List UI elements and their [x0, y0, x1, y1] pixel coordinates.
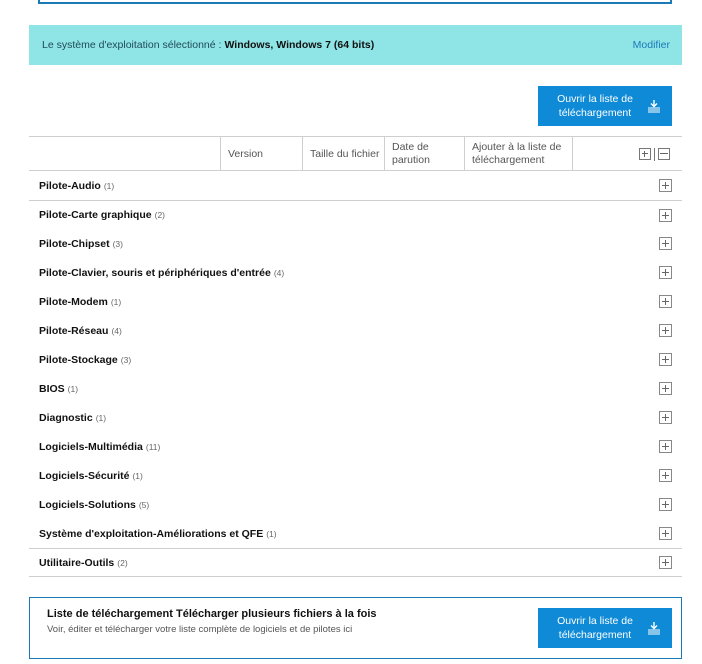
category-list — [29, 171, 682, 577]
category-count: (2) — [117, 557, 128, 568]
category-name: Logiciels-Multimédia — [39, 440, 143, 453]
open-download-list-label: Ouvrir la liste de téléchargement — [557, 93, 633, 119]
category-row[interactable] — [29, 171, 682, 200]
plus-box-icon[interactable] — [659, 382, 672, 395]
collapse-all-icon[interactable] — [658, 148, 670, 160]
category-count: (5) — [138, 499, 150, 510]
category-name: BIOS — [39, 382, 65, 395]
plus-box-icon[interactable] — [659, 353, 672, 366]
category-name: Pilote-Clavier, souris et périphériques d'entrée — [39, 266, 271, 279]
category-row[interactable] — [29, 461, 682, 490]
column-file-size: Taille du fichier — [302, 137, 384, 171]
category-count: (1) — [67, 383, 79, 394]
expand-all-icon[interactable] — [639, 148, 651, 160]
os-label: Le système d'exploitation sélectionné : — [42, 39, 222, 51]
column-version: Version — [220, 137, 302, 171]
category-row[interactable] — [29, 345, 682, 374]
plus-box-icon[interactable] — [659, 527, 672, 540]
category-count: (3) — [112, 238, 123, 249]
category-name: Pilote-Réseau — [39, 324, 109, 337]
plus-box-icon[interactable] — [659, 469, 672, 482]
plus-box-icon[interactable] — [659, 440, 672, 453]
plus-box-icon[interactable] — [659, 237, 672, 250]
open-download-list-button-bottom[interactable] — [538, 608, 672, 648]
controls-divider — [654, 148, 655, 161]
category-count: (4) — [111, 325, 122, 336]
download-list-title: Liste de téléchargement Télécharger plusieurs fichiers à la fois — [47, 608, 377, 620]
expand-collapse-controls — [572, 137, 682, 171]
category-row[interactable] — [29, 490, 682, 519]
category-count: (4) — [273, 267, 285, 278]
download-list-icon — [646, 99, 662, 113]
category-name: Utilitaire-Outils — [39, 556, 115, 569]
category-row[interactable] — [29, 374, 682, 403]
open-download-list-label: Ouvrir la liste de téléchargement — [557, 615, 633, 641]
category-count: (2) — [154, 210, 165, 220]
open-download-list-button[interactable] — [538, 86, 672, 126]
category-count: (11) — [145, 441, 161, 452]
category-row[interactable] — [29, 258, 682, 287]
category-count: (1) — [103, 180, 115, 191]
category-name: Pilote-Modem — [39, 295, 108, 308]
category-row[interactable] — [29, 432, 682, 461]
category-name: Logiciels-Solutions — [39, 498, 136, 511]
category-count: (1) — [95, 412, 107, 423]
category-row[interactable] — [29, 316, 682, 345]
category-count: (1) — [132, 470, 143, 481]
category-name: Pilote-Audio — [39, 179, 101, 192]
category-row[interactable] — [29, 229, 682, 258]
table-header — [29, 136, 682, 171]
top-panel-frame — [38, 0, 672, 4]
download-list-description: Voir, éditer et télécharger votre liste complète de logiciels et de pilotes ici — [47, 624, 353, 635]
modify-os-link[interactable]: Modifier — [632, 39, 670, 51]
plus-box-icon[interactable] — [659, 498, 672, 511]
category-count: (1) — [110, 296, 122, 307]
category-row[interactable] — [29, 548, 682, 577]
category-count: (1) — [266, 528, 277, 539]
category-row[interactable] — [29, 200, 682, 229]
download-list-icon — [646, 621, 662, 635]
category-row[interactable] — [29, 287, 682, 316]
plus-box-icon[interactable] — [659, 266, 672, 279]
category-name: Diagnostic — [39, 411, 93, 424]
column-release-date: Date de parution — [384, 137, 464, 171]
category-name: Pilote-Carte graphique — [39, 209, 152, 221]
category-name: Système d'exploitation-Améliorations et QFE — [39, 527, 264, 540]
plus-box-icon[interactable] — [659, 179, 672, 192]
column-add-to-list: Ajouter à la liste de téléchargement — [464, 137, 572, 171]
plus-box-icon[interactable] — [659, 556, 672, 569]
selected-os-bar — [29, 25, 682, 65]
os-value: Windows, Windows 7 (64 bits) — [224, 39, 375, 51]
category-name: Pilote-Stockage — [39, 353, 118, 366]
plus-box-icon[interactable] — [659, 209, 672, 222]
category-name: Logiciels-Sécurité — [39, 469, 130, 482]
category-name: Pilote-Chipset — [39, 237, 110, 250]
category-row[interactable] — [29, 403, 682, 432]
plus-box-icon[interactable] — [659, 411, 672, 424]
plus-box-icon[interactable] — [659, 324, 672, 337]
plus-box-icon[interactable] — [659, 295, 672, 308]
category-count: (3) — [120, 354, 132, 365]
category-row[interactable] — [29, 519, 682, 548]
